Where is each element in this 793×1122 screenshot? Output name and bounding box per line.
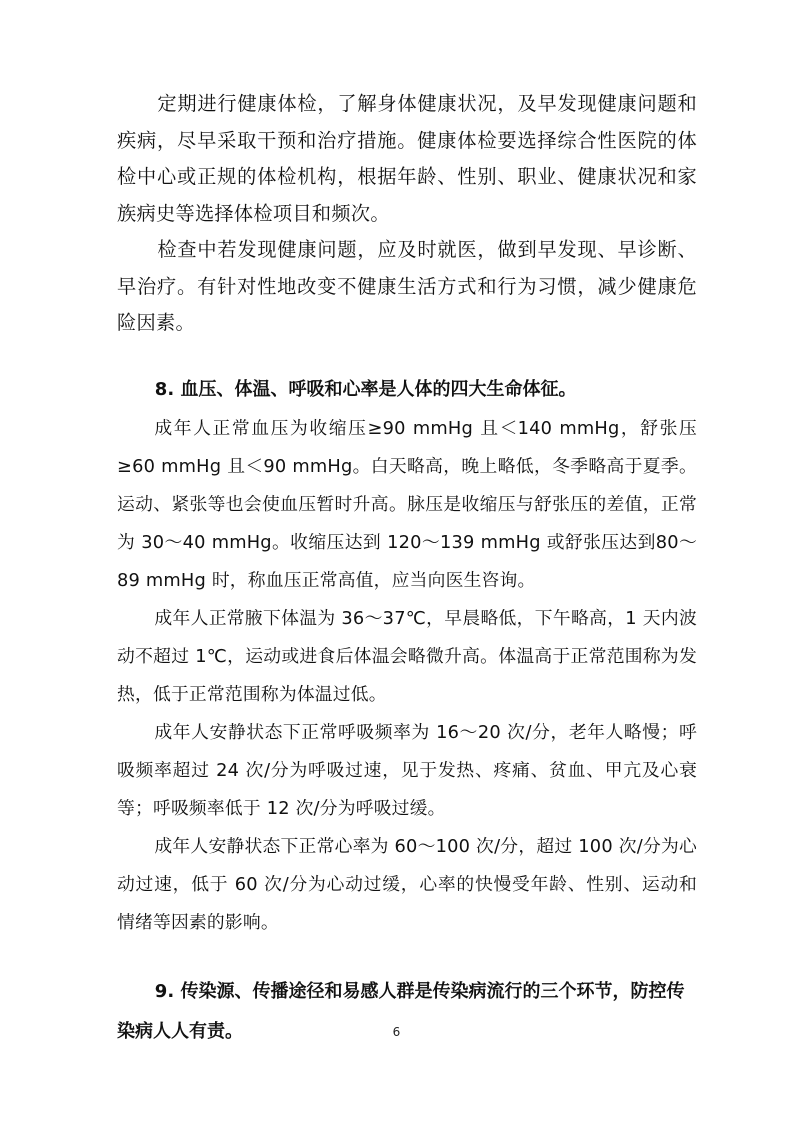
section-8-title: 血压、体温、呼吸和心率是人体的四大生命体征。: [180, 378, 577, 400]
section-9-title: 传染源、传播途径和易感人群是传染病流行的三个环节，防控传染病人人有责。: [117, 980, 685, 1042]
blood-pressure-paragraph: 成年人正常血压为收缩压≥90 mmHg 且＜140 mmHg，舒张压≥60 mmHg 且＜90 mmHg。白天略高，晚上略低，冬季略高于夏季。运动、紧张等也会使血压暂时升高。脉压是收缩压与舒张压的差值，正常为 30～40 mmHg。收缩压达到 120～139 mmHg 或舒张压达到80～89 mmHg 时，称血压正常高值，应当向医生咨询。: [117, 417, 697, 591]
intro-paragraph-1: 定期进行健康体检，了解身体健康状况，及早发现健康问题和疾病，尽早采取干预和治疗措施。健康体检要选择综合性医院的体检中心或正规的体检机构，根据年龄、性别、职业、健康状况和家族病史等选择体检项目和频次。: [117, 92, 697, 225]
page-number: 6: [392, 1025, 401, 1039]
heart-rate-paragraph: 成年人安静状态下正常心率为 60～100 次/分，超过 100 次/分为心动过速，低于 60 次/分为心动过缓，心率的快慢受年龄、性别、运动和情绪等因素的影响。: [117, 835, 697, 933]
section-9-number: 9.: [154, 980, 175, 1002]
respiration-paragraph: 成年人安静状态下正常呼吸频率为 16～20 次/分，老年人略慢；呼吸频率超过 24 次/分为呼吸过速，见于发热、疼痛、贫血、甲亢及心衰等；呼吸频率低于 12 次/分为呼吸过缓。: [117, 721, 697, 819]
body-temperature-paragraph: 成年人正常腋下体温为 36～37℃，早晨略低，下午略高，1 天内波动不超过 1℃，运动或进食后体温会略微升高。体温高于正常范围称为发热，低于正常范围称为体温过低。: [117, 607, 697, 705]
intro-paragraph-2: 检查中若发现健康问题，应及时就医，做到早发现、早诊断、早治疗。有针对性地改变不健康生活方式和行为习惯，减少健康危险因素。: [117, 238, 697, 334]
section-8-number: 8.: [154, 378, 175, 400]
section-9-heading: [117, 972, 697, 1052]
document-page: [117, 86, 697, 1052]
section-8-heading: [117, 370, 697, 410]
